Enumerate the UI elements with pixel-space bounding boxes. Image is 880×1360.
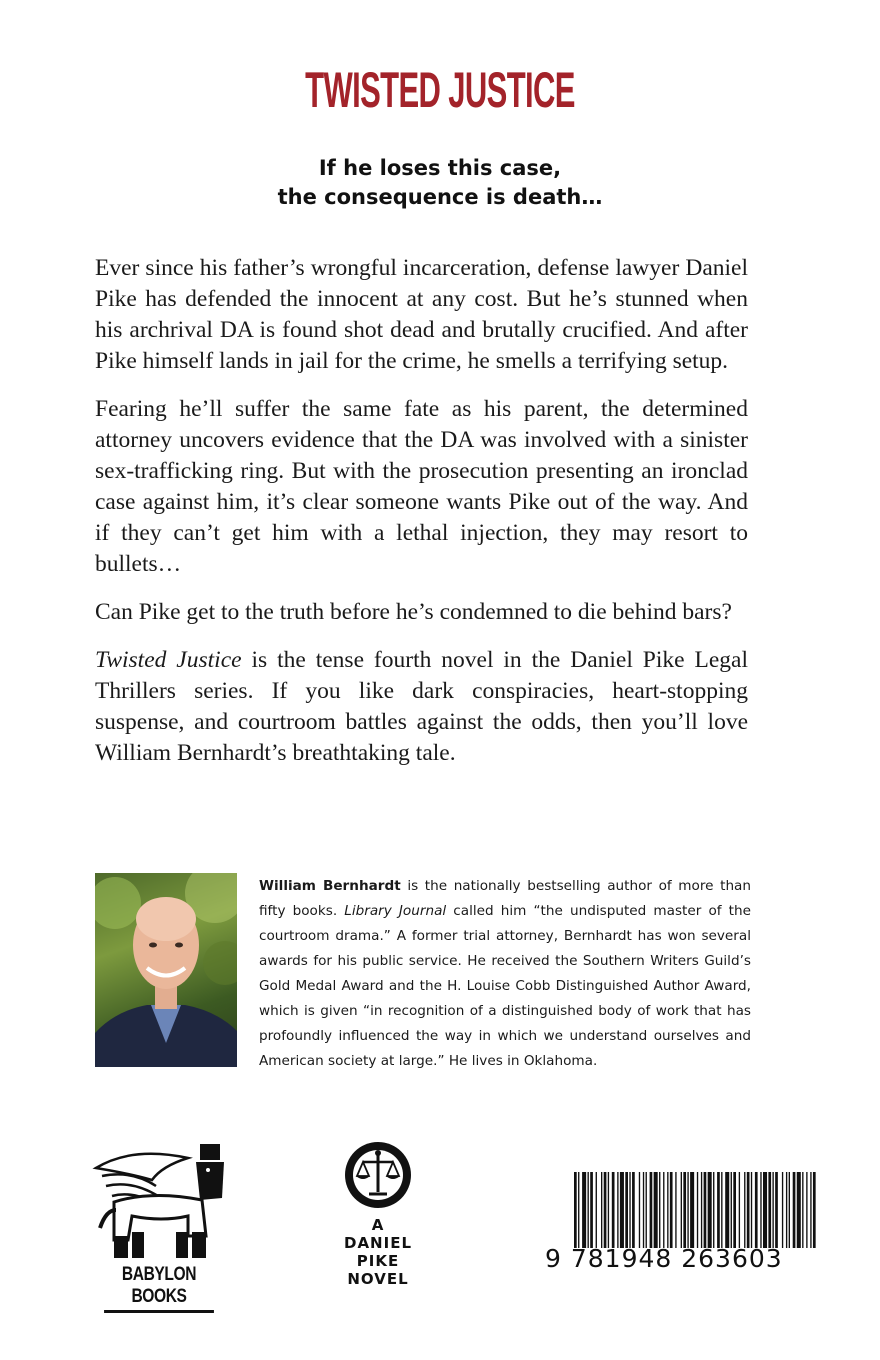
barcode-bar <box>612 1172 615 1248</box>
series-line-4: NOVEL <box>347 1270 409 1288</box>
barcode-bar <box>604 1172 607 1248</box>
bio-publication: Library Journal <box>344 903 447 919</box>
barcode-bar <box>725 1172 729 1248</box>
barcode-bar <box>590 1172 593 1248</box>
barcode-bar <box>806 1172 807 1248</box>
barcode-bar <box>802 1172 803 1248</box>
series-line-2: DANIEL <box>344 1234 412 1252</box>
barcode-bar <box>588 1172 589 1248</box>
barcode-bar <box>601 1172 602 1248</box>
barcode-bar <box>596 1172 597 1248</box>
barcode-bar <box>733 1172 736 1248</box>
barcode-bar <box>775 1172 778 1248</box>
book-title: TWISTED JUSTICE <box>305 62 575 118</box>
barcode-bar <box>646 1172 647 1248</box>
barcode-bar <box>670 1172 673 1248</box>
series-line-3: PIKE <box>356 1252 400 1270</box>
barcode-bar <box>629 1172 630 1248</box>
publisher-name: BABYLON BOOKS <box>104 1264 214 1313</box>
blurb-paragraph-2: Fearing he’ll suffer the same fate as his parent, the determined attorney uncovers evidence that the DA was involved with a sinister sex-trafficking ring. But with the prosecution presenting an ironclad case against him, it’s clear someone wants Pike out of the way. And if they can’t get him with a lethal injection, they may resort to bullets… <box>95 396 748 577</box>
isbn-barcode <box>572 1172 818 1248</box>
barcode-bar <box>639 1172 640 1248</box>
barcode-bar <box>768 1172 771 1248</box>
barcode-bar <box>632 1172 635 1248</box>
author-photo <box>95 873 237 1067</box>
barcode-bar <box>697 1172 698 1248</box>
barcode-bar <box>810 1172 811 1248</box>
barcode-bar <box>789 1172 790 1248</box>
bio-text-1: is the nationally bestselling author of more than fifty books. <box>259 878 752 919</box>
barcode-bar <box>751 1172 752 1248</box>
series-book-title: Twisted Justice <box>95 647 242 673</box>
barcode-bar <box>717 1172 720 1248</box>
barcode-bar <box>617 1172 618 1248</box>
isbn-number: 9 781948 263603 <box>545 1244 783 1273</box>
barcode-bar <box>797 1172 801 1248</box>
author-bio <box>259 874 751 1074</box>
barcode-bar <box>625 1172 628 1248</box>
barcode-bar <box>782 1172 783 1248</box>
barcode-bar <box>574 1172 577 1248</box>
barcode-bar <box>747 1172 750 1248</box>
barcode-bar <box>582 1172 586 1248</box>
barcode-bar <box>772 1172 773 1248</box>
blurb-paragraph-4-text: is the tense fourth novel in the Daniel Pike Legal Thrillers series. If you like dark conspiracies, heart-stopping suspense, and courtroom battles against the odds, then you’ll love William Bernhardt’s breathtaking tale. <box>95 647 748 766</box>
barcode-bar <box>663 1172 664 1248</box>
blurb-paragraph-3: Can Pike get to the truth before he’s condemned to die behind bars? <box>95 599 732 625</box>
barcode-bar <box>667 1172 668 1248</box>
barcode-bar <box>687 1172 688 1248</box>
barcode-bar <box>744 1172 745 1248</box>
barcode-bar <box>683 1172 686 1248</box>
barcode-bar <box>643 1172 644 1248</box>
scales-of-justice-icon <box>343 1140 413 1210</box>
barcode-bar <box>704 1172 707 1248</box>
barcode-bar <box>681 1172 682 1248</box>
barcode-bar <box>578 1172 579 1248</box>
barcode-bar <box>650 1172 653 1248</box>
series-line-1: A <box>371 1216 385 1234</box>
barcode-bar <box>786 1172 787 1248</box>
barcode-bar <box>713 1172 714 1248</box>
tagline-line-1: If he loses this case, <box>318 156 562 180</box>
barcode-bar <box>731 1172 732 1248</box>
barcode-bar <box>620 1172 624 1248</box>
barcode-bar <box>813 1172 816 1248</box>
blurb <box>95 253 748 786</box>
barcode-bar <box>675 1172 676 1248</box>
barcode-bar <box>654 1172 658 1248</box>
tagline-line-2: the consequence is death… <box>277 185 603 209</box>
series-emblem <box>343 1140 413 1210</box>
barcode-bar <box>739 1172 740 1248</box>
barcode-bar <box>793 1172 796 1248</box>
barcode-bar <box>755 1172 758 1248</box>
author-name: William Bernhardt <box>259 878 401 894</box>
barcode-bar <box>763 1172 767 1248</box>
bio-text-2: called him “the undisputed master of the courtroom drama.” A former trial attorney, Bernhardt has won several awards for his public service. He received the Southern Writers Guild’s Gold Medal Award and the H. Louise Cobb Distinguished Author Award, which is given “in recognition of a distinguished body of work that has profoundly influenced the way in which we understand ourselves and American society at large.” He lives in Oklahoma. <box>259 903 751 1069</box>
barcode-bar <box>608 1172 609 1248</box>
blurb-paragraph-1: Ever since his father’s wrongful incarceration, defense lawyer Daniel Pike has defended the innocent at any cost. But he’s stunned when his archrival DA is found shot dead and brutally crucified. And after Pike himself lands in jail for the crime, he smells a terrifying setup. <box>95 255 748 374</box>
barcode-bar <box>721 1172 722 1248</box>
blurb-paragraph-4 <box>95 645 748 769</box>
tagline <box>0 154 880 212</box>
barcode-bar <box>659 1172 660 1248</box>
series-label <box>318 1216 438 1288</box>
barcode-bar <box>708 1172 712 1248</box>
barcode-bar <box>690 1172 694 1248</box>
winged-lamassu-icon <box>92 1140 228 1264</box>
barcode-bar <box>701 1172 702 1248</box>
barcode-bar <box>760 1172 761 1248</box>
